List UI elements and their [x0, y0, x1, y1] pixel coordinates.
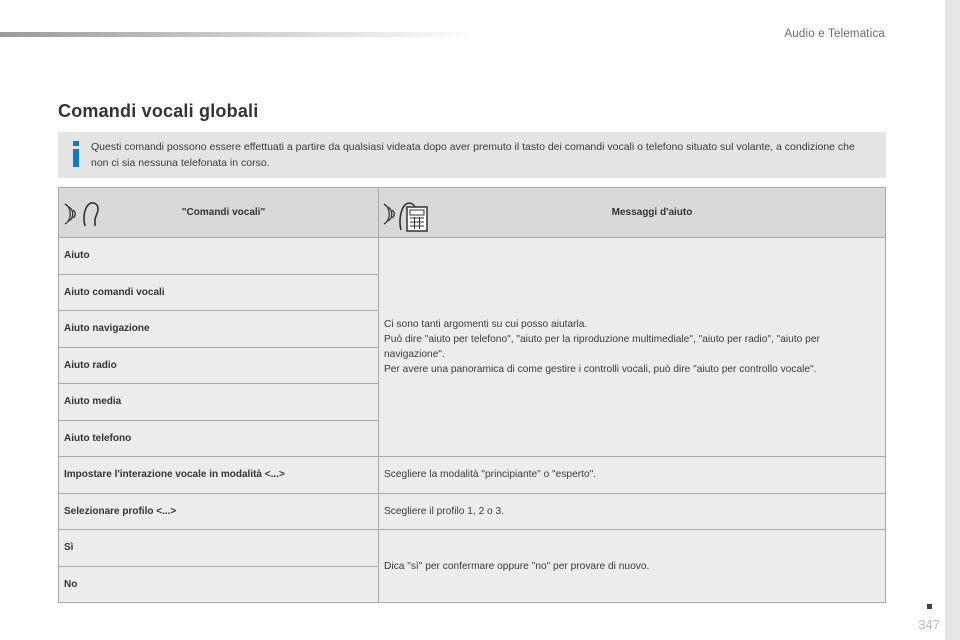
info-icon	[70, 141, 82, 167]
section-label: Audio e Telematica	[784, 28, 885, 40]
confirm-message-cell: Dica "sì" per confermare oppure "no" per provare di nuovo.	[379, 530, 886, 603]
table-row	[59, 530, 886, 567]
header-commands	[59, 188, 379, 238]
command-cell: Aiuto telefono	[59, 420, 379, 457]
help-message-cell: Ci sono tanti argomenti su cui posso aiutarla. Può dire "aiuto per telefono", "aiuto per la riproduzione multimediale", "aiuto per radio", "aiuto per navigazione". Per avere una panoramica di come gestire i controlli vocali, può dire "aiuto per controllo vocale".	[379, 238, 886, 457]
command-cell: Aiuto media	[59, 384, 379, 421]
command-cell: Aiuto	[59, 238, 379, 275]
command-cell: Aiuto comandi vocali	[59, 274, 379, 311]
info-text: Questi comandi possono essere effettuati a partire da qualsiasi videata dopo aver premuto il tasto dei comandi vocali o telefono situato sul volante, a condizione che non ci sia nessuna telefonata in corso.	[91, 141, 855, 169]
info-box	[58, 132, 886, 178]
header-rule	[0, 32, 480, 37]
command-cell: Aiuto navigazione	[59, 311, 379, 348]
page-marker	[927, 604, 932, 609]
table-row	[59, 238, 886, 275]
voice-command-icon	[63, 196, 101, 230]
table-row	[59, 457, 886, 494]
command-cell: Sì	[59, 530, 379, 567]
command-cell: Impostare l'interazione vocale in modalità <...>	[59, 457, 379, 494]
header-commands-label: "Comandi vocali"	[181, 207, 266, 218]
command-cell: No	[59, 566, 379, 603]
table-row	[59, 493, 886, 530]
command-cell: Aiuto radio	[59, 347, 379, 384]
table-header-row	[59, 188, 886, 238]
command-cell: Selezionare profilo <...>	[59, 493, 379, 530]
help-keypad-icon	[383, 196, 429, 232]
page-number: 347	[918, 617, 940, 632]
page-edge-strip	[945, 0, 960, 640]
header-messages	[379, 188, 886, 238]
message-cell: Scegliere la modalità "principiante" o "esperto".	[379, 457, 886, 494]
voice-commands-table	[58, 187, 886, 603]
page-title: Comandi vocali globali	[58, 101, 259, 121]
header-messages-label: Messaggi d'aiuto	[611, 207, 693, 218]
message-cell: Scegliere il profilo 1, 2 o 3.	[379, 493, 886, 530]
